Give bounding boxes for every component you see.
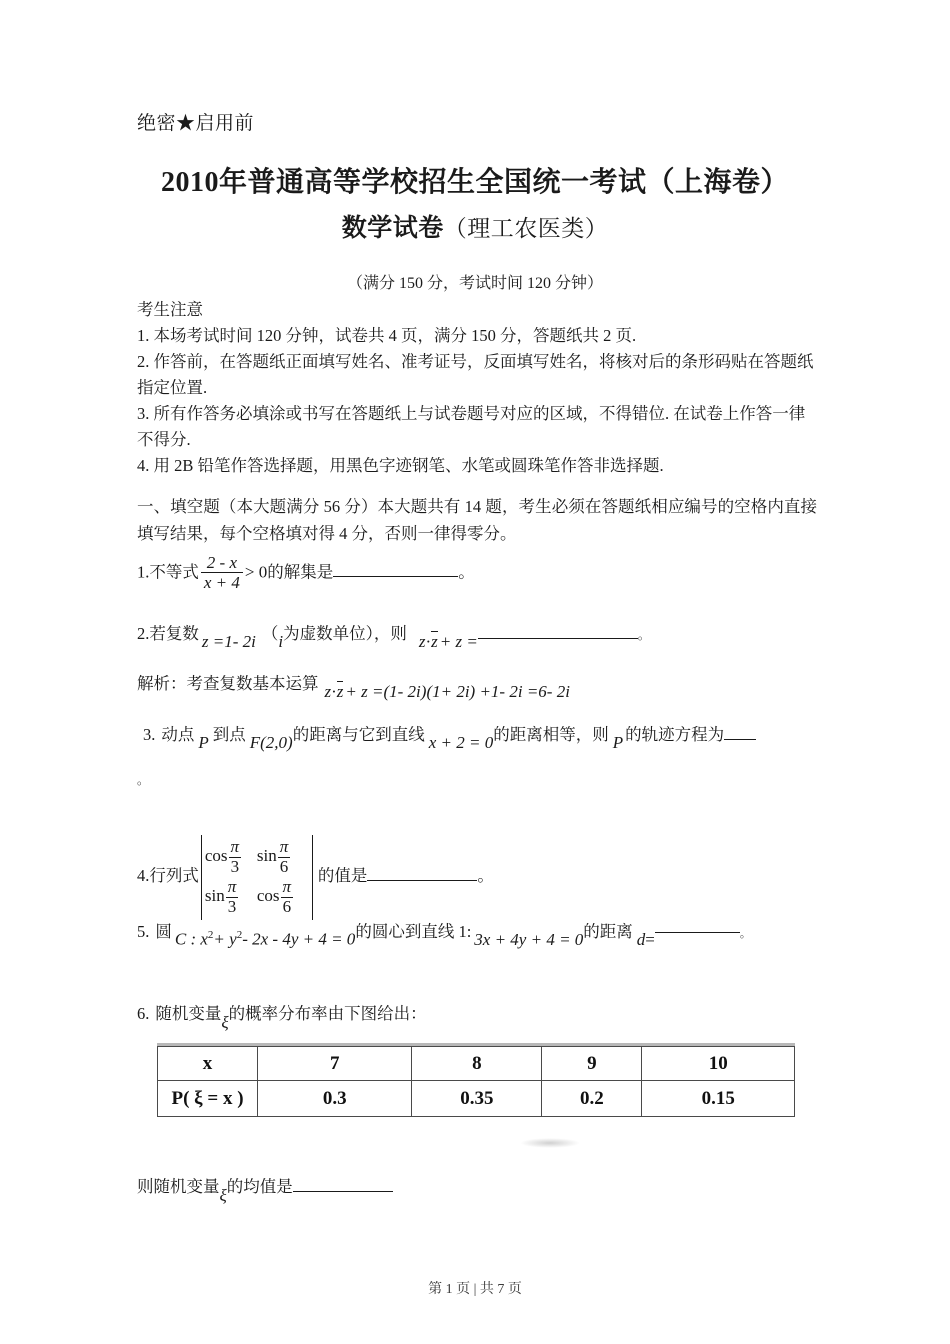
q5-sup-2a: 2 [207, 929, 214, 942]
question-1-period: 。 [458, 562, 475, 582]
r1c1-fraction [229, 838, 242, 876]
question-3-answer-blank[interactable] [724, 725, 756, 740]
question-5-lead: 圆 [155, 922, 172, 941]
scan-smudge-artifact [520, 1138, 580, 1148]
r2c2-pi: π [282, 877, 292, 897]
r1c2-pi: π [279, 837, 289, 856]
distribution-table-wrapper [157, 1046, 795, 1117]
determinant-cell-r1c2 [257, 838, 309, 876]
q3-point-f: F(2,0) [249, 733, 293, 752]
question-6-followup [137, 1175, 393, 1208]
r1c2-function: sin [256, 845, 277, 865]
table-cell-r1c1: 0.3 [258, 1081, 412, 1117]
r1c1-denominator: 3 [230, 856, 240, 876]
instructions-heading: 考生注意 [137, 300, 203, 319]
question-3-mid-1: 到点 [212, 725, 246, 744]
question-3 [143, 723, 756, 755]
determinant-cell-r2c1 [205, 878, 257, 916]
imaginary-unit: i [278, 632, 284, 651]
question-6-tail: 的概率分布率由下图给出： [228, 1004, 427, 1023]
question-6-answer-blank[interactable] [293, 1177, 393, 1192]
question-2-period: 。 [637, 628, 650, 642]
solution-label: 解析：考查复数基本运算 [137, 674, 319, 693]
question-6-followup-lead: 则随机变量 [137, 1177, 220, 1196]
question-1 [137, 554, 475, 593]
question-2-paren-text: 为虚数单位），则 [283, 624, 407, 643]
r1c1-function: cos [204, 845, 228, 865]
r2c2-fraction [281, 878, 294, 916]
question-4-period: 。 [477, 866, 494, 886]
q3-point-p-2: P [612, 733, 624, 752]
r1c2-fraction [278, 838, 291, 876]
question-1-fraction [201, 553, 243, 592]
determinant-cell-r1c1 [205, 838, 257, 876]
q2-z-conjugate: z [431, 632, 438, 651]
q3-line-equation: x + 2 = 0 [428, 733, 494, 752]
question-5 [137, 920, 751, 952]
table-row [158, 1081, 795, 1117]
question-5-mid-2: 的距离 [583, 922, 633, 941]
question-1-lead: 不等式 [149, 562, 199, 582]
question-3-tail: 的轨迹方程为 [625, 725, 725, 744]
table-row [158, 1047, 795, 1081]
q5-circle-rest: - 2x - 4y + 4 = 0 [242, 930, 356, 949]
question-1-tail: 的解集是 [267, 562, 334, 582]
r2c1-denominator: 3 [227, 897, 237, 917]
table-cell-r1c3: 0.2 [542, 1081, 642, 1117]
question-6-followup-tail: 的均值是 [226, 1177, 293, 1196]
question-4-determinant [201, 835, 313, 920]
q5-distance-symbol: d [636, 930, 646, 949]
question-2-number: 2. [137, 624, 150, 643]
score-time-line: （满分 150 分，考试时间 120 分钟） [346, 275, 603, 292]
subtitle-category: （理工农医类） [443, 216, 609, 241]
r2c1-fraction [226, 878, 239, 916]
table-cell-r1c4: 0.15 [642, 1081, 795, 1117]
determinant-row-2 [205, 877, 309, 917]
question-6 [137, 1002, 427, 1035]
r1c1-pi: π [230, 837, 240, 856]
table-cell-r1c0: P( ξ = x ) [158, 1081, 258, 1117]
question-5-circle-equation [175, 923, 355, 952]
r2c1-pi: π [227, 877, 237, 897]
q2-plus-z-equals: + z = [439, 632, 478, 651]
q6-xi-symbol: ξ [221, 1013, 229, 1032]
table-cell-r0c0: x [158, 1047, 258, 1081]
secret-notice: 绝密★启用前 [137, 113, 255, 134]
instruction-item-4: 4. 用 2B 铅笔作答选择题，用黑色字迹钢笔、水笔或圆珠笔作答非选择题. [137, 456, 664, 475]
determinant-row-1 [205, 837, 309, 877]
page-footer: 第 1 页 | 共 7 页 [428, 1282, 522, 1297]
question-4 [137, 835, 494, 920]
question-2-lead: 若复数 [149, 624, 199, 643]
q5-sup-2b: 2 [236, 929, 243, 942]
table-cell-r0c4: 10 [642, 1047, 795, 1081]
section-intro: 一、填空题（本大题满分 56 分）本大题共有 14 题，考生必须在答题纸相应编号的空格内直接填写结果，每个空格填对得 4 分，否则一律得零分。 [137, 497, 817, 543]
question-2 [137, 622, 650, 654]
solution-z: z [324, 682, 332, 701]
question-3-lead: 动点 [161, 725, 195, 744]
table-cell-r0c2: 8 [412, 1047, 542, 1081]
solution-dot: · [331, 682, 337, 701]
q3-point-p: P [198, 733, 209, 752]
subtitle-bold: 数学试卷 [341, 215, 444, 242]
question-5-number: 5. [137, 922, 150, 941]
question-5-answer-blank[interactable] [655, 922, 740, 933]
r2c1-function: sin [204, 886, 225, 906]
question-6-number: 6. [137, 1004, 150, 1023]
solution-expression [325, 680, 570, 704]
solution-right-hand-side: (1- 2i)(1+ 2i) +1- 2i =6- 2i [383, 682, 570, 701]
table-cell-r1c2: 0.35 [412, 1081, 542, 1117]
question-5-period: 。 [739, 928, 751, 940]
r1c2-denominator: 6 [279, 856, 289, 876]
question-1-answer-blank[interactable] [333, 562, 458, 577]
question-2-answer-blank[interactable] [478, 624, 638, 639]
fraction-numerator: 2 - x [201, 553, 243, 573]
page-subtitle [0, 208, 950, 244]
question-3-period-line [137, 768, 149, 792]
question-2-paren-open: （ [261, 624, 279, 643]
q2-dot: · [425, 632, 432, 651]
q5-line-equation: 3x + 4y + 4 = 0 [474, 930, 584, 949]
table-cell-r0c3: 9 [542, 1047, 642, 1081]
q5-circle-lhs: C : x [174, 930, 208, 949]
distribution-table [157, 1046, 795, 1117]
determinant-cell-r2c2 [257, 878, 309, 916]
q5-equals: = [645, 930, 655, 949]
instruction-item-2: 2. 作答前，在答题纸正面填写姓名、准考证号，反面填写姓名，将核对后的条形码贴在答题纸指定位置. [137, 352, 814, 397]
question-1-number: 1. [137, 562, 150, 582]
question-3-mid-3: 的距离相等，则 [493, 725, 609, 744]
fraction-denominator: x + 4 [203, 573, 240, 593]
question-5-mid-1: 的圆心到直线 1: [355, 922, 472, 941]
question-6-lead: 随机变量 [155, 1004, 222, 1023]
instruction-item-3: 3. 所有作答务必填涂或书写在答题纸上与试卷题号对应的区域，不得错位. 在试卷上作答一律不得分. [137, 404, 806, 449]
question-4-tail: 的值是 [317, 866, 368, 886]
solution-plus-z-equals: + z = [345, 682, 384, 701]
page-title: 2010年普通高等学校招生全国统一考试（上海卷） [160, 167, 789, 198]
question-2-solution [137, 672, 570, 704]
r2c2-denominator: 6 [282, 897, 292, 917]
question-1-relation: > 0 [244, 562, 268, 582]
question-3-number: 3. [143, 725, 156, 744]
question-3-mid-2: 的距离与它到直线 [292, 725, 425, 744]
solution-z-conjugate: z [336, 682, 344, 701]
question-2-target-expression [419, 630, 478, 654]
instruction-item-1: 1. 本场考试时间 120 分钟，试卷共 4 页，满分 150 分，答题纸共 2 页. [137, 326, 637, 345]
question-3-period: 。 [137, 773, 150, 787]
question-2-expression: z =1- 2i [201, 632, 256, 651]
table-cell-r0c1: 7 [258, 1047, 412, 1081]
r2c2-function: cos [256, 886, 280, 906]
question-4-lead: 行列式 [149, 866, 199, 886]
q6-followup-xi-symbol: ξ [219, 1186, 227, 1205]
q5-circle-mid: + y [213, 930, 237, 949]
q2-z: z [418, 632, 426, 651]
question-4-number: 4. [137, 866, 150, 886]
instructions-block [137, 297, 815, 479]
question-4-answer-blank[interactable] [367, 866, 477, 881]
